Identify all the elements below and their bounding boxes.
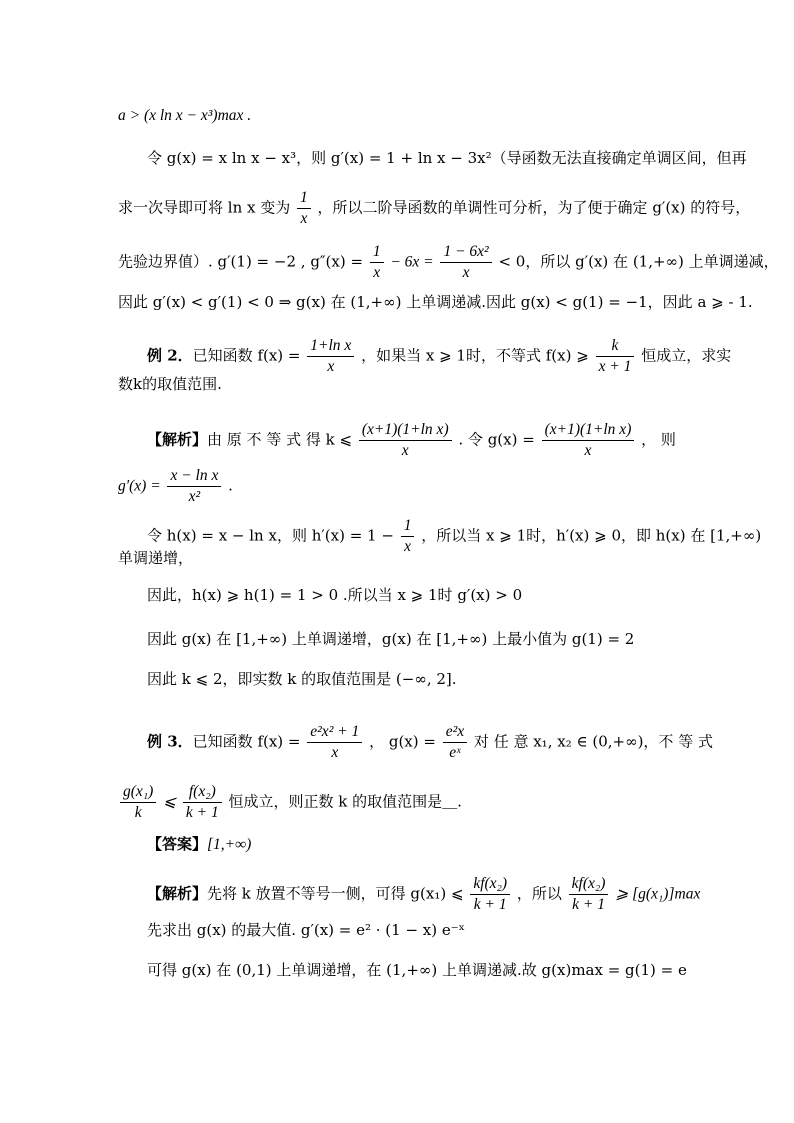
denominator: x xyxy=(584,442,592,459)
fraction xyxy=(120,782,156,823)
text: 数k的取值范围. xyxy=(118,375,222,393)
text-line xyxy=(0,374,794,394)
fraction xyxy=(370,242,384,283)
text: 恒成立，求实 xyxy=(641,346,732,365)
numerator: (x+1)(1+ln x) xyxy=(359,420,452,441)
denominator: eˣ xyxy=(449,744,461,761)
text: 先将 k 放置不等号一侧，可得 g(x₁) ⩽ xyxy=(207,884,464,903)
text: 求一次导即可将 ln x 变为 xyxy=(118,198,291,217)
fraction xyxy=(470,874,510,915)
answer-line xyxy=(0,834,794,855)
text: 令 g(x) = x ln x − x³，则 g′(x) = 1 + ln x − 3x²（导函数无法直接确定单调区间，但再 xyxy=(147,149,747,167)
answer-value: [1,+∞) xyxy=(207,836,252,853)
text: ， 则 xyxy=(641,430,676,449)
denominator: x xyxy=(462,264,470,281)
example-2-line xyxy=(0,336,794,377)
text-line xyxy=(0,466,794,507)
text-line xyxy=(0,105,794,126)
text: 单调递增， xyxy=(118,549,194,567)
denominator: x + 1 xyxy=(598,358,632,375)
text-line xyxy=(0,148,794,168)
denominator: x² xyxy=(188,488,201,505)
fraction xyxy=(183,782,222,823)
formula: a > (x ln x − x³)max . xyxy=(118,107,252,124)
denominator: k + 1 xyxy=(572,896,605,913)
text-line xyxy=(0,669,794,689)
numerator: 1 − 6x² xyxy=(440,242,491,263)
fraction xyxy=(542,420,635,461)
fraction xyxy=(440,242,491,283)
numerator: k xyxy=(596,336,635,357)
text-line xyxy=(0,920,794,940)
text: 对 任 意 x₁, x₂ ∈ (0,+∞)，不 等 式 xyxy=(473,732,713,751)
numerator: 1 xyxy=(297,188,311,209)
text: ，所以 xyxy=(516,884,562,903)
numerator: 1+ln x xyxy=(307,336,354,357)
answer-label: 【答案】 xyxy=(147,835,208,853)
numerator: kf(x₂) xyxy=(569,874,609,895)
fraction xyxy=(307,336,354,377)
fraction xyxy=(359,420,452,461)
text: ，如果当 x ⩾ 1时，不等式 f(x) ⩾ xyxy=(361,346,589,365)
text: ，所以二阶导函数的单调性可分析，为了便于确定 g′(x) 的符号， xyxy=(317,198,751,217)
text-line xyxy=(0,292,794,312)
text: 因此，h(x) ⩾ h(1) = 1 > 0 .所以当 x ⩾ 1时 g′(x) > 0 xyxy=(147,586,523,604)
solution-line xyxy=(0,420,794,461)
numerator: 1 xyxy=(370,242,384,263)
numerator: 1 xyxy=(401,516,415,537)
numerator: e²x xyxy=(443,722,467,743)
text: 可得 g(x) 在 (0,1) 上单调递增，在 (1,+∞) 上单调递减.故 g(x)max = g(1) = e xyxy=(147,961,687,979)
text: 已知函数 f(x) = xyxy=(192,732,301,751)
text-line xyxy=(0,242,794,283)
example-3-line xyxy=(0,722,794,763)
text: 恒成立，则正数 k 的取值范围是＿. xyxy=(228,792,462,811)
fraction xyxy=(569,874,609,915)
text-line xyxy=(0,629,794,649)
fraction xyxy=(307,722,362,763)
text-line xyxy=(0,548,794,568)
text: 已知函数 f(x) = xyxy=(192,346,301,365)
text-line xyxy=(0,960,794,980)
fraction xyxy=(596,336,635,377)
numerator: x − ln x xyxy=(167,466,221,487)
text: 先验边界值）. g′(1) = −2 , g″(x) = xyxy=(118,252,364,271)
formula: ⩽ xyxy=(163,793,177,811)
text: . xyxy=(228,476,233,495)
formula: ⩾ [g(x₁)]max xyxy=(615,885,701,903)
solution-label: 【解析】 xyxy=(147,430,208,449)
solution-line xyxy=(0,874,794,915)
denominator: x xyxy=(331,744,339,761)
formula: − 6x = xyxy=(390,253,434,271)
denominator: x xyxy=(401,442,409,459)
text-line xyxy=(0,188,794,229)
text: 因此 g′(x) < g′(1) < 0 ⇒ g(x) 在 (1,+∞) 上单调递减.因此 g(x) < g(1) = −1，因此 a ⩾ - 1. xyxy=(118,293,753,311)
numerator: kf(x₂) xyxy=(470,874,510,895)
text: ，所以当 x ⩾ 1时，h′(x) ⩾ 0，即 h(x) 在 [1,+∞) xyxy=(421,526,762,545)
text: . 令 g(x) = xyxy=(458,430,535,449)
denominator: x xyxy=(404,538,412,555)
text-line xyxy=(0,782,794,823)
text: < 0，所以 g′(x) 在 (1,+∞) 上单调递减， xyxy=(498,252,779,271)
numerator: e²x² + 1 xyxy=(307,722,362,743)
text: 因此 k ⩽ 2，即实数 k 的取值范围是 (−∞, 2]. xyxy=(147,670,457,688)
formula: g′(x) = xyxy=(118,477,161,495)
text: 先求出 g(x) 的最大值. g′(x) = e² · (1 − x) e⁻ˣ xyxy=(147,921,466,939)
denominator: k + 1 xyxy=(185,804,219,821)
denominator: k + 1 xyxy=(473,896,507,913)
denominator: x xyxy=(300,210,308,227)
numerator: g(x₁) xyxy=(120,782,156,803)
fraction xyxy=(443,722,467,763)
numerator: f(x₂) xyxy=(183,782,222,803)
denominator: x xyxy=(373,264,381,281)
example-label: 例 2． xyxy=(147,346,193,365)
fraction xyxy=(297,188,311,229)
text: ， g(x) = xyxy=(369,732,436,751)
numerator: (x+1)(1+ln x) xyxy=(542,420,635,441)
text: 令 h(x) = x − ln x，则 h′(x) = 1 − xyxy=(147,526,394,545)
fraction xyxy=(167,466,221,507)
example-label: 例 3． xyxy=(147,732,193,751)
text-line xyxy=(0,585,794,605)
text: 因此 g(x) 在 [1,+∞) 上单调递增，g(x) 在 [1,+∞) 上最小值为 g(1) = 2 xyxy=(147,630,635,648)
denominator: k xyxy=(134,804,142,821)
denominator: x xyxy=(327,358,335,375)
solution-label: 【解析】 xyxy=(147,884,208,903)
text: 由 原 不 等 式 得 k ⩽ xyxy=(207,430,353,449)
